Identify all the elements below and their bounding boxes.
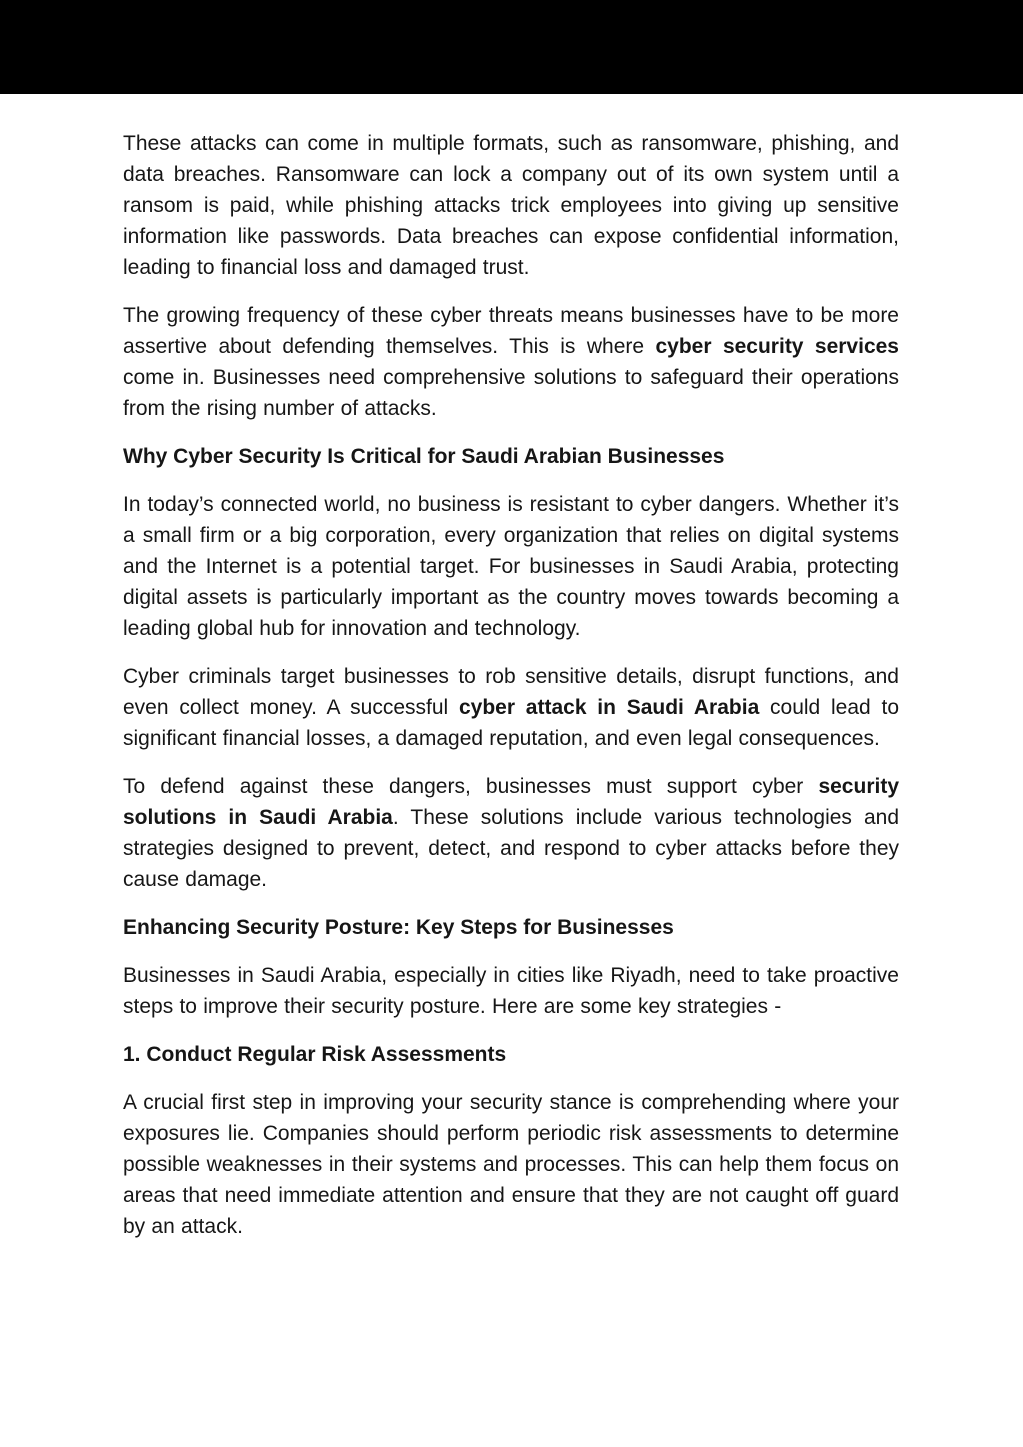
paragraph — [123, 1087, 899, 1242]
bold-text-run: cyber attack in Saudi Arabia — [458, 696, 760, 719]
top-banner — [0, 0, 1023, 94]
text-run: Cyber criminals target businesses to rob sensitive details, disrupt functions, and even collect money. A successful — [123, 665, 899, 719]
paragraph — [123, 960, 899, 1022]
paragraph — [123, 300, 899, 424]
text-run: Businesses in Saudi Arabia, especially in cities like Riyadh, need to take proactive steps to improve their security posture. Here are some key strategies - — [123, 964, 899, 1018]
text-run: To defend against these dangers, businesses must support cyber — [123, 775, 819, 798]
bold-text-run: 1. Conduct Regular Risk Assessments — [123, 1043, 507, 1066]
text-run: The growing frequency of these cyber threats means businesses have to be more assertive about defending themselves. This is where — [123, 304, 899, 358]
bold-text-run: Enhancing Security Posture: Key Steps for Businesses — [123, 916, 674, 939]
paragraph — [123, 771, 899, 895]
text-run: could lead to significant financial losses, a damaged reputation, and even legal consequences. — [123, 696, 899, 750]
document-content — [0, 94, 1023, 1242]
bold-text-run: Why Cyber Security Is Critical for Saudi Arabian Businesses — [123, 445, 725, 468]
bold-text-run: cyber security services — [655, 335, 899, 358]
paragraph — [123, 661, 899, 754]
text-run: come in. Businesses need comprehensive solutions to safeguard their operations from the rising number of attacks. — [123, 366, 899, 420]
text-run: . These solutions include various technologies and strategies designed to prevent, detect, and respond to cyber attacks before they cause damage. — [123, 806, 900, 891]
text-run: In today’s connected world, no business is resistant to cyber dangers. Whether it’s a small firm or a big corporation, every organization that relies on digital systems and the Internet is a potential target. For businesses in Saudi Arabia, protecting digital assets is particularly important as the country moves towards becoming a leading global hub for innovation and technology. — [123, 493, 899, 640]
section-heading — [123, 441, 899, 472]
text-run: These attacks can come in multiple formats, such as ransomware, phishing, and data breaches. Ransomware can lock a company out of its own system until a ransom is paid, while phishing attacks trick employees into giving up sensitive information like passwords. Data breaches can expose confidential information, leading to financial loss and damaged trust. — [123, 132, 899, 279]
paragraph — [123, 489, 899, 644]
paragraph — [123, 128, 899, 283]
text-run: A crucial first step in improving your security stance is comprehending where your exposures lie. Companies should perform periodic risk assessments to determine possible weaknesses in their systems and processes. This can help them focus on areas that need immediate attention and ensure that they are not caught off guard by an attack. — [123, 1091, 899, 1238]
section-heading — [123, 912, 899, 943]
section-heading — [123, 1039, 899, 1070]
bold-text-run: security solutions in Saudi Arabia — [123, 775, 899, 829]
